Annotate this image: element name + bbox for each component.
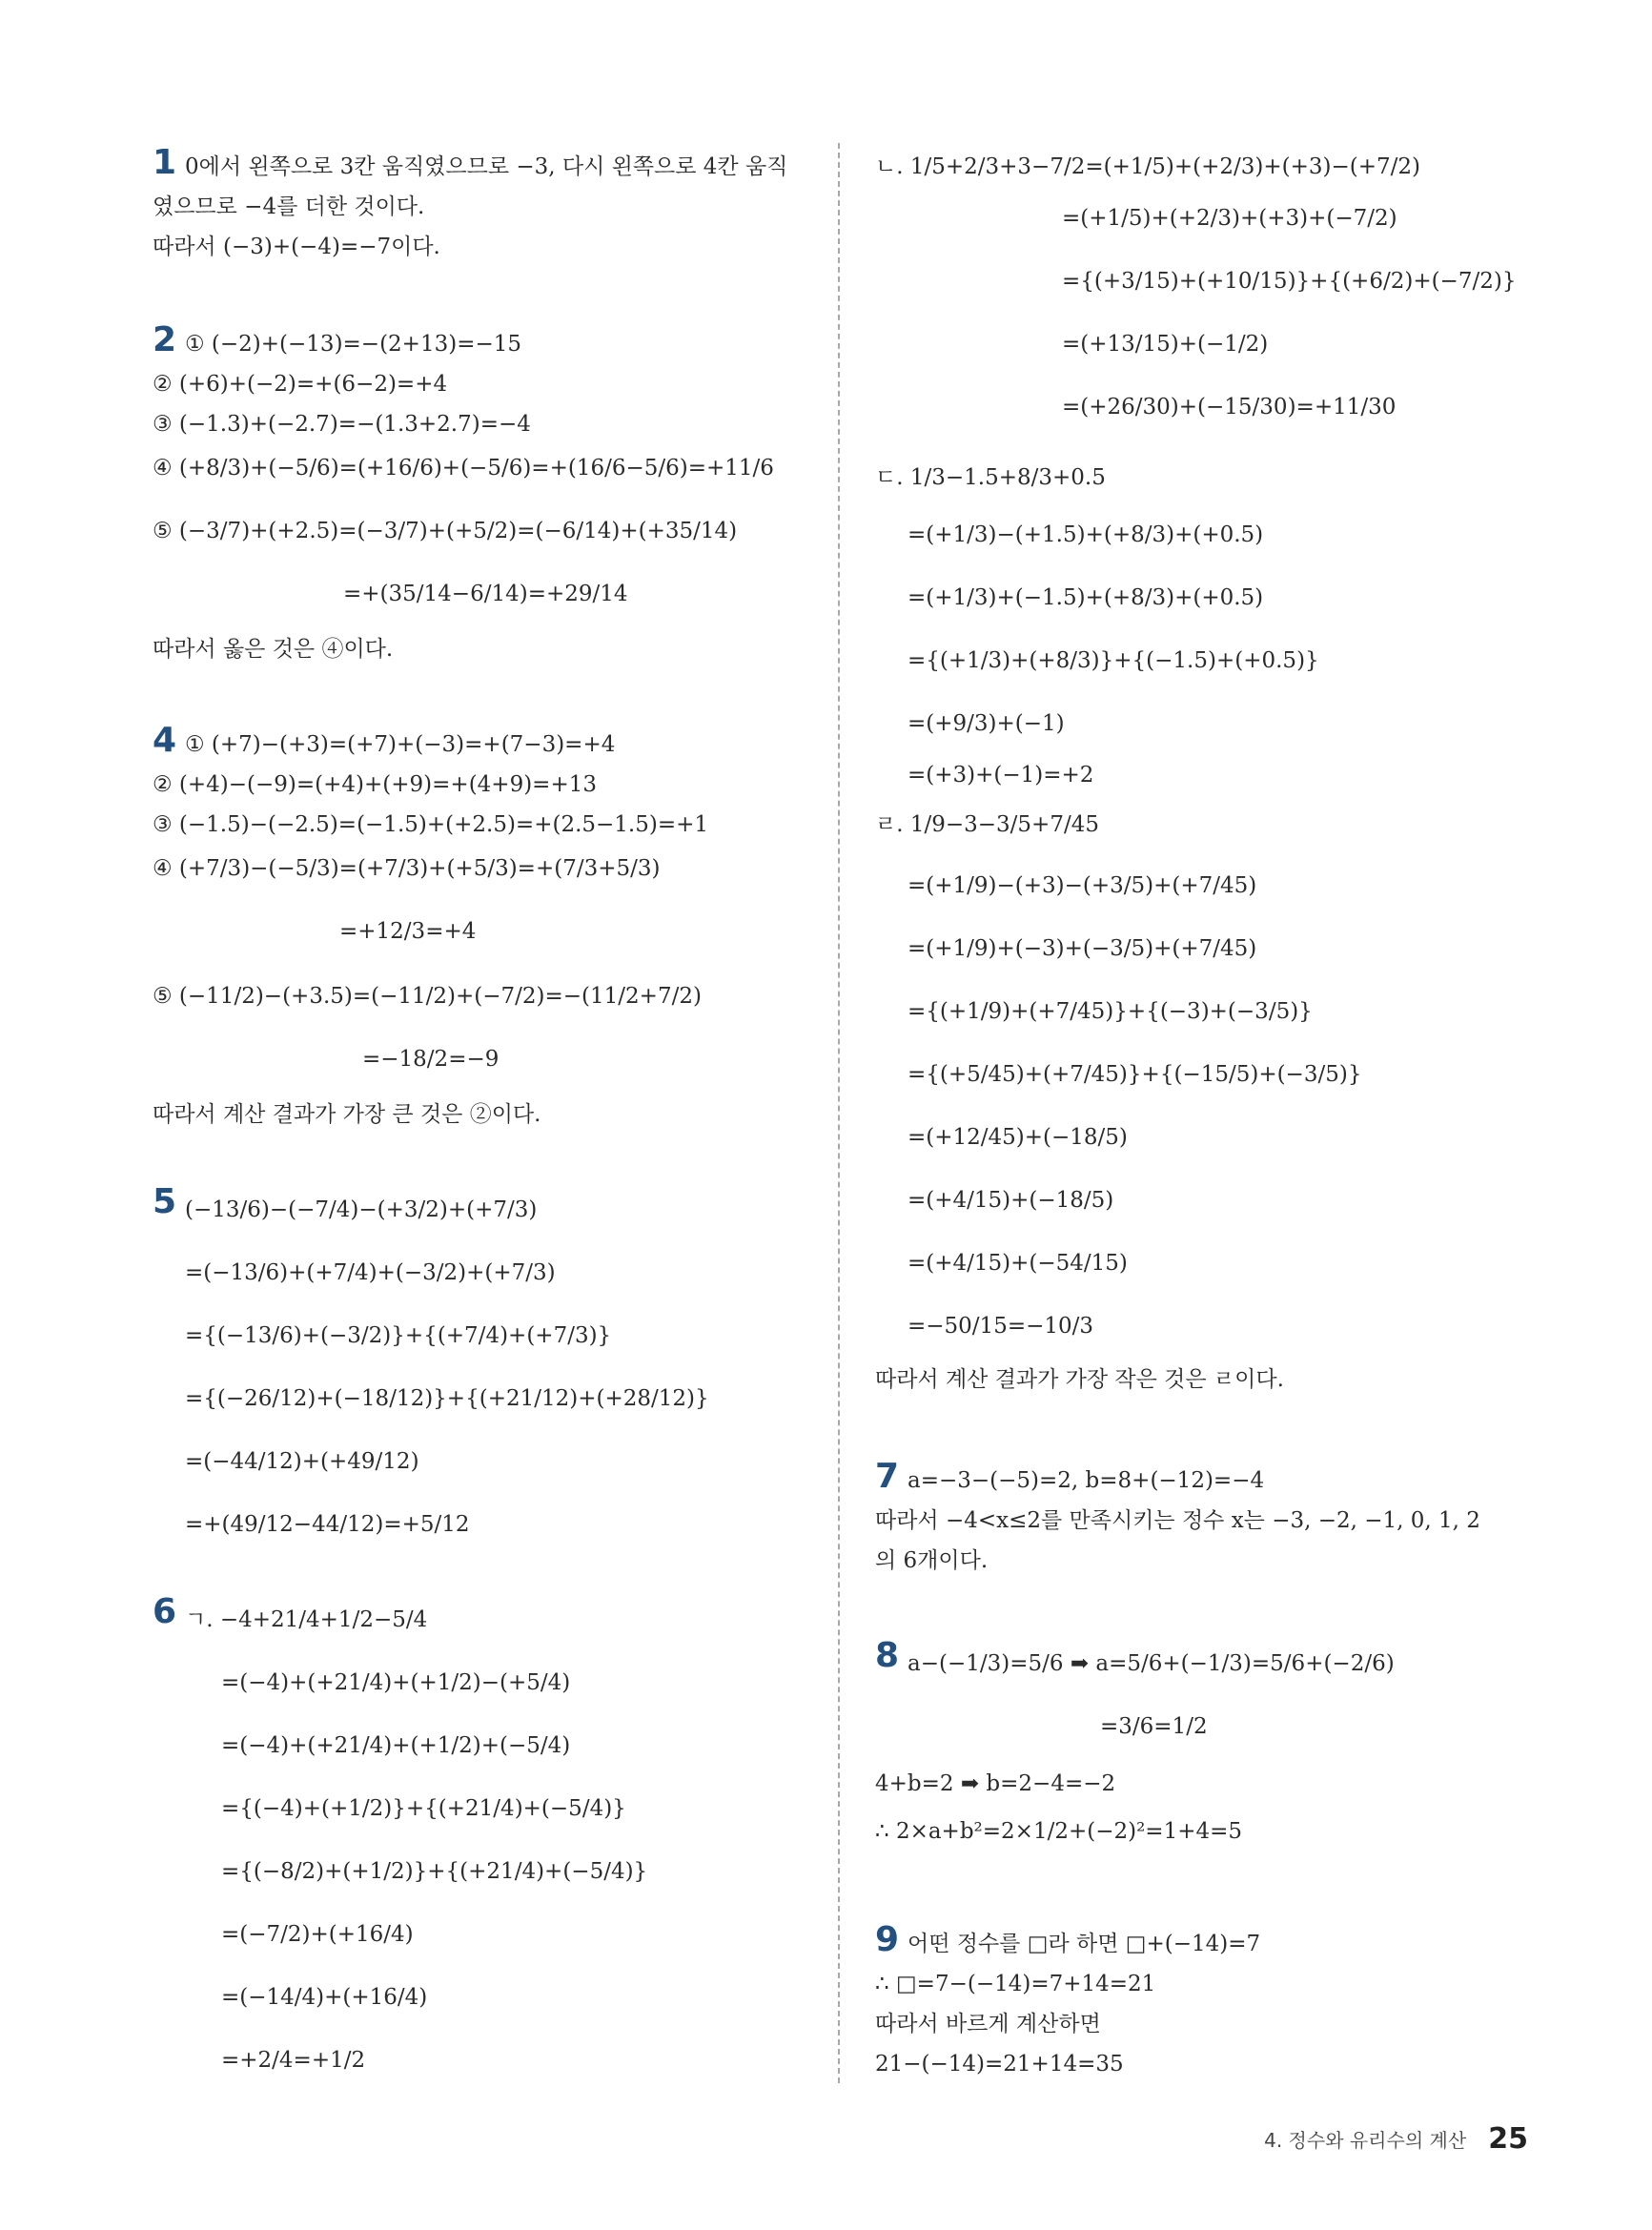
solution-line: 0에서 왼쪽으로 3칸 움직였으므로 −3, 다시 왼쪽으로 4칸 움직 (185, 154, 788, 179)
solution-line: ={(−26/12)+(−18/12)}+{(+21/12)+(+28/12)} (185, 1386, 709, 1411)
solution-line: =(−4)+(+21/4)+(+1/2)+(−5/4) (221, 1733, 571, 1758)
solution-line: (−13/6)−(−7/4)−(+3/2)+(+7/3) (185, 1197, 538, 1222)
page-number: 25 (1488, 2122, 1528, 2156)
column-divider (838, 143, 840, 2083)
solution-line: =(+3)+(−1)=+2 (908, 763, 1094, 788)
solution-line: ④ (+7/3)−(−5/3)=(+7/3)+(+5/3)=+(7/3+5/3) (153, 856, 661, 881)
solution-line: ={(+3/15)+(+10/15)}+{(+6/2)+(−7/2)} (1062, 269, 1517, 294)
solution-line: ={(+1/3)+(+8/3)}+{(−1.5)+(+0.5)} (908, 648, 1319, 673)
solution-line: =(+1/5)+(+2/3)+(+3)+(−7/2) (1062, 206, 1397, 231)
solution-line: ={(+1/9)+(+7/45)}+{(−3)+(−3/5)} (908, 999, 1313, 1024)
problem-number: 4 (153, 721, 177, 760)
solution-line: ㄹ. 1/9−3−3/5+7/45 (875, 812, 1099, 837)
solution-line: 따라서 −4<x≤2를 만족시키는 정수 x는 −3, −2, −1, 0, 1, 2 (875, 1508, 1480, 1533)
solution-line: ⑤ (−3/7)+(+2.5)=(−3/7)+(+5/2)=(−6/14)+(+35/14) (153, 519, 738, 543)
solution-line: =(−14/4)+(+16/4) (221, 1985, 428, 2010)
solution-line: 따라서 계산 결과가 가장 작은 것은 ㄹ이다. (875, 1367, 1284, 1392)
solution-line: ① (+7)−(+3)=(+7)+(−3)=+(7−3)=+4 (185, 732, 616, 757)
solution-line: 따라서 바르게 계산하면 (875, 2012, 1101, 2036)
solution-line: =(+4/15)+(−54/15) (908, 1251, 1128, 1276)
solution-line: =(−13/6)+(+7/4)+(−3/2)+(+7/3) (185, 1260, 556, 1285)
solution-line: =(+1/9)−(+3)−(+3/5)+(+7/45) (908, 873, 1257, 898)
solution-line: =3/6=1/2 (1100, 1714, 1208, 1739)
solution-line: =−50/15=−10/3 (908, 1314, 1094, 1339)
solution-line: =(+9/3)+(−1) (908, 711, 1065, 736)
problem-number: 8 (875, 1636, 900, 1675)
solution-line: ∴ 2×a+b²=2×1/2+(−2)²=1+4=5 (875, 1819, 1243, 1844)
solution-line: 따라서 (−3)+(−4)=−7이다. (153, 235, 440, 259)
chapter-title: 4. 정수와 유리수의 계산 (1264, 2129, 1467, 2152)
solution-line: ㄱ. −4+21/4+1/2−5/4 (185, 1607, 428, 1632)
solution-line: =(+1/3)−(+1.5)+(+8/3)+(+0.5) (908, 522, 1264, 547)
solution-line: 의 6개이다. (875, 1548, 989, 1573)
solution-line: =(+4/15)+(−18/5) (908, 1188, 1114, 1213)
solution-line: 21−(−14)=21+14=35 (875, 2052, 1124, 2077)
problem-number: 7 (875, 1457, 900, 1496)
solution-line: ④ (+8/3)+(−5/6)=(+16/6)+(−5/6)=+(16/6−5/6)=+11/6 (153, 456, 774, 481)
solution-line: a−(−1/3)=5/6 ➡ a=5/6+(−1/3)=5/6+(−2/6) (908, 1651, 1395, 1676)
problem-number: 5 (153, 1182, 177, 1221)
solution-line: ={(+5/45)+(+7/45)}+{(−15/5)+(−3/5)} (908, 1062, 1362, 1087)
solution-line: =+2/4=+1/2 (221, 2048, 366, 2073)
solution-line: ② (+4)−(−9)=(+4)+(+9)=+(4+9)=+13 (153, 772, 597, 797)
solution-line: =(−4)+(+21/4)+(+1/2)−(+5/4) (221, 1670, 571, 1695)
solution-line: =(+13/15)+(−1/2) (1062, 332, 1269, 357)
solution-line: =+12/3=+4 (339, 919, 477, 944)
solution-line: ② (+6)+(−2)=+(6−2)=+4 (153, 372, 448, 397)
solution-line: =+(35/14−6/14)=+29/14 (343, 582, 628, 606)
solution-line: ⑤ (−11/2)−(+3.5)=(−11/2)+(−7/2)=−(11/2+7/2) (153, 984, 702, 1009)
solution-line: ∴ □=7−(−14)=7+14=21 (875, 1972, 1156, 1996)
solution-line: ={(−13/6)+(−3/2)}+{(+7/4)+(+7/3)} (185, 1323, 612, 1348)
page-footer (1264, 2122, 1528, 2156)
solution-line: 따라서 옳은 것은 ④이다. (153, 637, 394, 662)
solution-line: ㄴ. 1/5+2/3+3−7/2=(+1/5)+(+2/3)+(+3)−(+7/2) (875, 154, 1420, 179)
solution-line: =(+1/9)+(−3)+(−3/5)+(+7/45) (908, 936, 1257, 961)
solution-line: =(+1/3)+(−1.5)+(+8/3)+(+0.5) (908, 585, 1264, 610)
solution-line: 였으므로 −4를 더한 것이다. (153, 194, 425, 219)
problem-number: 6 (153, 1592, 177, 1631)
solution-line: 어떤 정수를 □라 하면 □+(−14)=7 (908, 1932, 1261, 1956)
solution-line: =(+26/30)+(−15/30)=+11/30 (1062, 395, 1397, 419)
solution-line: 따라서 계산 결과가 가장 큰 것은 ②이다. (153, 1102, 541, 1127)
solution-line: =+(49/12−44/12)=+5/12 (185, 1512, 470, 1537)
solution-line: ㄷ. 1/3−1.5+8/3+0.5 (875, 465, 1106, 490)
solution-line: ③ (−1.3)+(−2.7)=−(1.3+2.7)=−4 (153, 412, 531, 437)
solution-line: ③ (−1.5)−(−2.5)=(−1.5)+(+2.5)=+(2.5−1.5)=+1 (153, 812, 709, 837)
solution-line: a=−3−(−5)=2, b=8+(−12)=−4 (908, 1468, 1265, 1493)
solution-line: 4+b=2 ➡ b=2−4=−2 (875, 1771, 1116, 1796)
solution-line: =−18/2=−9 (362, 1047, 500, 1072)
solution-line: ={(−8/2)+(+1/2)}+{(+21/4)+(−5/4)} (221, 1859, 648, 1884)
solution-line: =(−7/2)+(+16/4) (221, 1922, 414, 1947)
solution-line: ① (−2)+(−13)=−(2+13)=−15 (185, 332, 522, 357)
problem-number: 2 (153, 320, 177, 359)
problem-number: 1 (153, 143, 177, 182)
problem-number: 9 (875, 1920, 900, 1959)
solution-line: =(+12/45)+(−18/5) (908, 1125, 1128, 1150)
solution-line: =(−44/12)+(+49/12) (185, 1449, 419, 1474)
solution-line: ={(−4)+(+1/2)}+{(+21/4)+(−5/4)} (221, 1796, 626, 1821)
